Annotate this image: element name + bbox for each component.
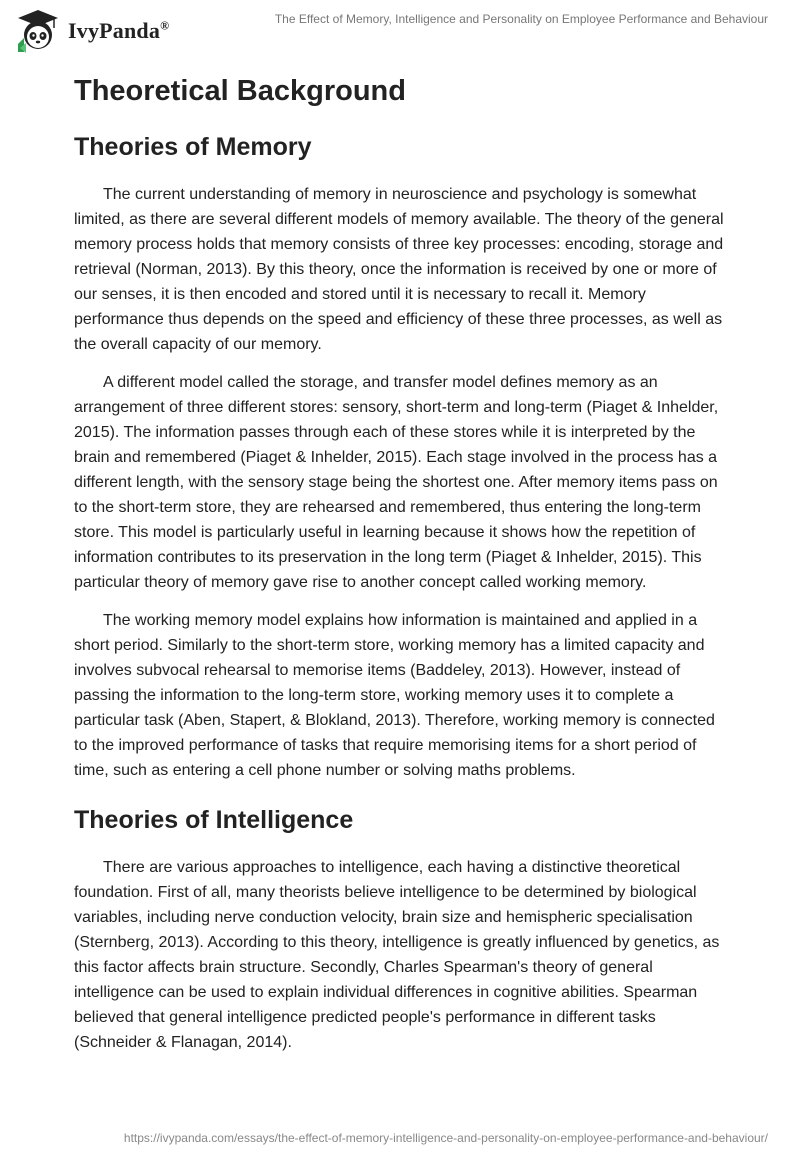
article-content — [74, 72, 730, 1055]
brand-name: IvyPanda® — [68, 18, 170, 43]
source-url[interactable]: https://ivypanda.com/essays/the-effect-of-memory-intelligence-and-personality-on-employee-performance-and-behaviour/ — [123, 1131, 768, 1145]
page-title: Theoretical Background — [74, 75, 406, 107]
paragraph: A different model called the storage, and transfer model defines memory as an arrangement of three different stores: sensory, short-term and long-term (Piaget & Inhelder, 2015). The information passes through each of these stores while it is interpreted by the brain and remembered (Piaget & Inhelder, 2015). Each stage involved in the process has a different length, with the sensory stage being the shortest one. After memory items pass on to the short-term store, they are rehearsed and remembered, thus entering the long-term store. This model is particularly useful in learning because it shows how the repetition of information contributes to its preservation in the long term (Piaget & Inhelder, 2015). This particular theory of memory gave rise to another concept called working memory. — [74, 374, 719, 591]
document-title: The Effect of Memory, Intelligence and Personality on Employee Performance and Behaviour — [274, 12, 768, 26]
panda-graduate-icon — [14, 8, 62, 54]
ivypanda-logo[interactable] — [14, 8, 169, 54]
section-heading-intelligence: Theories of Intelligence — [74, 806, 354, 834]
paragraph: The current understanding of memory in neuroscience and psychology is somewhat limited, as there are several different models of memory available. The theory of the general memory process holds that memory consists of three key processes: encoding, storage and retrieval (Norman, 2013). By this theory, once the information is received by one or more of our senses, it is then encoded and stored until it is necessary to recall it. Memory performance thus depends on the speed and efficiency of these three processes, as well as the overall capacity of our memory. — [74, 186, 724, 353]
paragraph: There are various approaches to intelligence, each having a distinctive theoretical foundation. First of all, many theorists believe intelligence to be determined by biological variables, including nerve conduction velocity, brain size and hemispheric specialisation (Sternberg, 2013). According to this theory, intelligence is greatly influenced by genetics, as this factor affects brain structure. Secondly, Charles Spearman's theory of general intelligence can be used to explain individual differences in cognitive abilities. Spearman believed that general intelligence predicted people's performance in different tasks (Schneider & Flanagan, 2014). — [74, 859, 720, 1051]
page-header — [0, 0, 800, 60]
section-heading-memory: Theories of Memory — [74, 133, 312, 161]
paragraph: The working memory model explains how information is maintained and applied in a short period. Similarly to the short-term store, working memory has a limited capacity and involves subvocal rehearsal to memorise items (Baddeley, 2013). However, instead of passing the information to the long-term store, working memory uses it to complete a particular task (Aben, Stapert, & Blokland, 2013). Therefore, working memory is connected to the improved performance of tasks that require memorising items for a short period of time, such as entering a cell phone number or solving maths problems. — [74, 612, 715, 779]
